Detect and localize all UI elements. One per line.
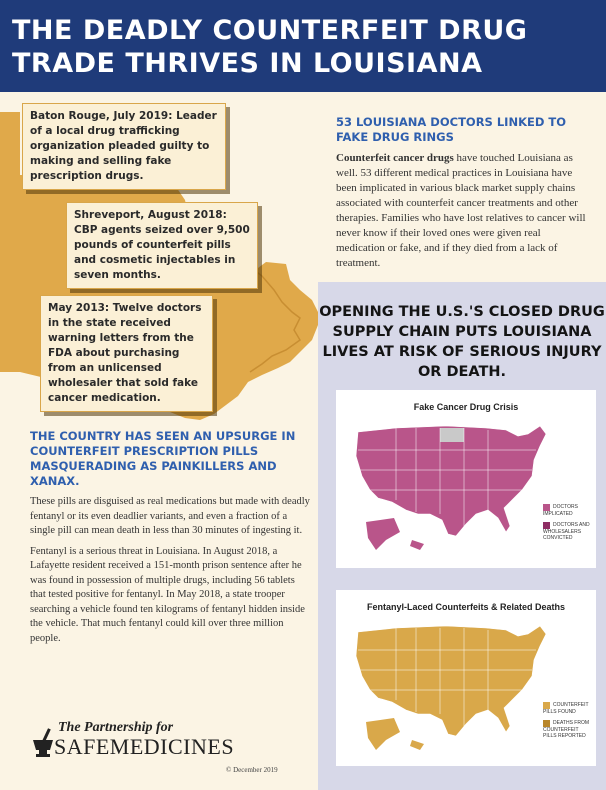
timeline-note-baton-rouge: Baton Rouge, July 2019: Leader of a local drug trafficking organization pleaded guilty to making and selling fake prescription drugs.	[22, 103, 226, 190]
logo-line-2: SAFEMEDICINES	[54, 734, 235, 759]
copyright: © December 2019	[226, 766, 278, 774]
legend-swatch-found	[543, 702, 550, 709]
cancer-map-card	[336, 390, 596, 568]
page-title: THE DEADLY COUNTERFEIT DRUG TRADE THRIVES IN LOUISIANA	[12, 15, 528, 79]
upsurge-paragraph-2: Fentanyl is a serious threat in Louisiana. In August 2018, a Lafayette resident received a 151-month prison sentence after he was found in possession of multiple drugs, including 56 tablets that tested positive for fentanyl. In May 2018, a state trooper searching a vehicle found ten kilograms of fentanyl hidden inside the vehicle. That much fentanyl could kill over three million people.	[30, 545, 305, 644]
fentanyl-map-title: Fentanyl-Laced Counterfeits & Related Deaths	[366, 602, 566, 612]
partnership-logo	[30, 720, 320, 770]
upsurge-paragraph-1: These pills are disguised as real medications but made with deadly fentanyl or its even deadlier variants, and even a fraction of a single pill can mean death in less than 30 minutes of ingesting it.	[30, 496, 310, 536]
logo-line-1: The Partnership for	[58, 720, 174, 735]
legend-swatch-implicated	[543, 504, 550, 511]
upsurge-heading: THE COUNTRY HAS SEEN AN UPSURGE IN COUNTERFEIT PRESCRIPTION PILLS MASQUERADING AS PAINKILLERS AND XANAX.	[30, 429, 296, 488]
legend-swatch-convicted	[543, 522, 550, 529]
risk-panel	[318, 282, 606, 790]
mortar-pestle-icon	[30, 726, 56, 760]
fentanyl-map-card	[336, 590, 596, 766]
cancer-map-title: Fake Cancer Drug Crisis	[413, 402, 519, 412]
legend-swatch-deaths	[543, 720, 550, 727]
doctors-body	[336, 151, 592, 271]
doctors-section	[336, 115, 592, 271]
legend-label-implicated: DOCTORS IMPLICATED	[543, 504, 578, 517]
header-banner	[0, 0, 606, 92]
legend-label-deaths: DEATHS FROM COUNTERFEIT PILLS REPORTED	[543, 720, 590, 739]
doctors-heading: 53 LOUISIANA DOCTORS LINKED TO FAKE DRUG RINGS	[336, 115, 566, 144]
risk-heading: OPENING THE U.S.'S CLOSED DRUG SUPPLY CHAIN PUTS LOUISIANA LIVES AT RISK OF SERIOUS INJURY OR DEATH.	[319, 304, 605, 380]
doctors-body-text: have touched Louisiana as well. 53 different medical practices in Louisiana have been implicated in various black market supply chains associated with counterfeit cancer treatments and other therapies. Families who have lost relatives to cancer will never know if their loved ones were given real medication or fake, and if they died from a lack of treatment.	[336, 152, 586, 269]
upsurge-section	[30, 429, 310, 646]
timeline-note-may-2013: May 2013: Twelve doctors in the state received warning letters from the FDA about purchasing from an unlicensed wholesaler that sold fake cancer medication.	[40, 295, 213, 412]
legend-label-found: COUNTERFEIT PILLS FOUND	[543, 702, 589, 715]
doctors-body-lead: Counterfeit cancer drugs	[336, 152, 454, 164]
timeline-note-shreveport: Shreveport, August 2018: CBP agents seized over 9,500 pounds of counterfeit pills and cosmetic injectables in seven months.	[66, 202, 258, 289]
cancer-map-legend	[543, 504, 591, 546]
legend-label-convicted: DOCTORS AND WHOLESALERS CONVICTED	[543, 522, 590, 541]
fentanyl-map-legend	[543, 702, 591, 744]
